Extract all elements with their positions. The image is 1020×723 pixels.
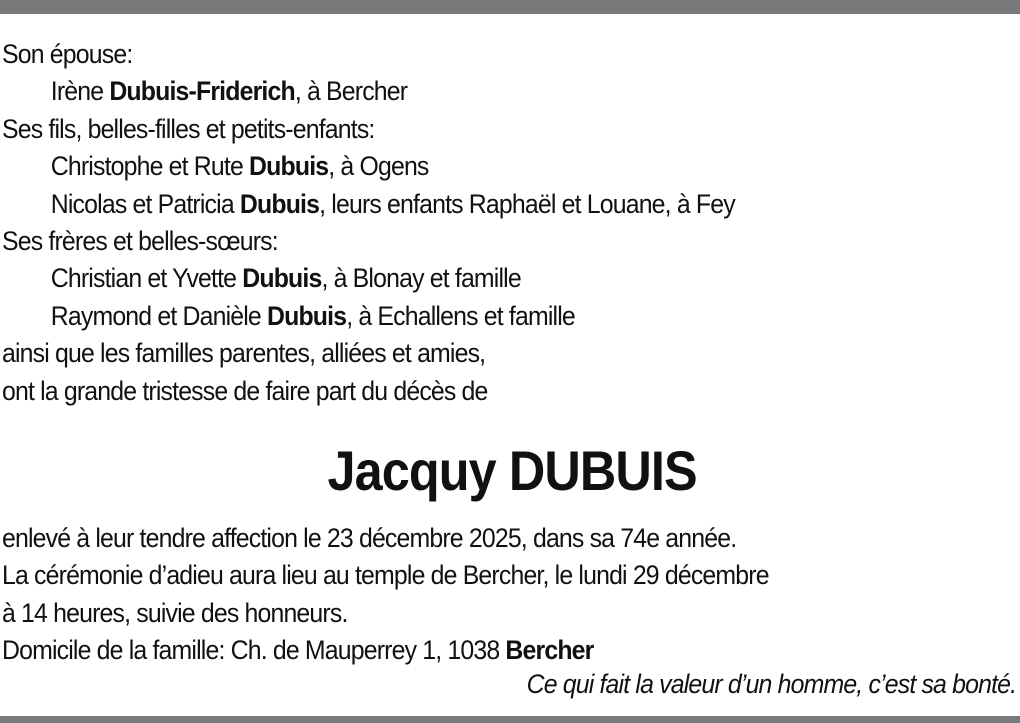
spouse-first-name: Irène bbox=[50, 76, 110, 107]
sibling-entry bbox=[2, 260, 937, 297]
child-entry bbox=[2, 186, 937, 223]
relatives-line: ainsi que les familles parentes, alliées et amies, bbox=[2, 338, 486, 369]
domicile-address: Domicile de la famille: Ch. de Mauperrey 1, 1038 bbox=[2, 635, 506, 666]
top-rule bbox=[0, 0, 1020, 14]
sibling-entry bbox=[2, 298, 937, 335]
domicile-place: Bercher bbox=[505, 635, 594, 666]
death-details: enlevé à leur tendre affection le 23 décembre 2025, dans sa 74e année. bbox=[2, 522, 737, 553]
child-location: , leurs enfants Raphaël et Louane, à Fey bbox=[319, 188, 735, 219]
deceased-name-block bbox=[2, 410, 1018, 520]
children-heading: Ses fils, belles-filles et petits-enfants: bbox=[2, 113, 375, 144]
child-entry bbox=[2, 148, 937, 185]
child-first-names: Christophe et Rute bbox=[50, 151, 250, 182]
sibling-first-names: Raymond et Danièle bbox=[50, 300, 268, 331]
ceremony-details: La cérémonie d’adieu aura lieu au temple de Bercher, le lundi 29 décembre bbox=[2, 560, 769, 591]
obituary-notice bbox=[2, 36, 1018, 669]
spouse-last-name: Dubuis-Friderich bbox=[109, 76, 295, 107]
deceased-name: Jacquy DUBUIS bbox=[327, 439, 697, 503]
siblings-heading: Ses frères et belles-sœurs: bbox=[2, 225, 278, 256]
spouse-heading: Son épouse: bbox=[2, 39, 133, 69]
spouse-entry bbox=[2, 73, 937, 110]
sibling-last-name: Dubuis bbox=[242, 263, 322, 294]
sibling-first-names: Christian et Yvette bbox=[50, 263, 243, 294]
sibling-location: , à Echallens et famille bbox=[346, 300, 575, 331]
child-first-names: Nicolas et Patricia bbox=[50, 188, 240, 219]
spouse-location: , à Bercher bbox=[294, 76, 408, 107]
child-last-name: Dubuis bbox=[249, 151, 329, 182]
bottom-rule bbox=[0, 716, 1020, 723]
family-domicile bbox=[2, 632, 937, 669]
child-last-name: Dubuis bbox=[239, 188, 320, 219]
sibling-last-name: Dubuis bbox=[267, 300, 347, 331]
memorial-motto: Ce qui fait la valeur d’un homme, c’est sa bonté. bbox=[526, 669, 1016, 699]
sibling-location: , à Blonay et famille bbox=[321, 263, 521, 294]
announcement-line: ont la grande tristesse de faire part du décès de bbox=[2, 375, 488, 406]
child-location: , à Ogens bbox=[328, 151, 429, 182]
ceremony-details-cont: à 14 heures, suivie des honneurs. bbox=[2, 597, 348, 628]
